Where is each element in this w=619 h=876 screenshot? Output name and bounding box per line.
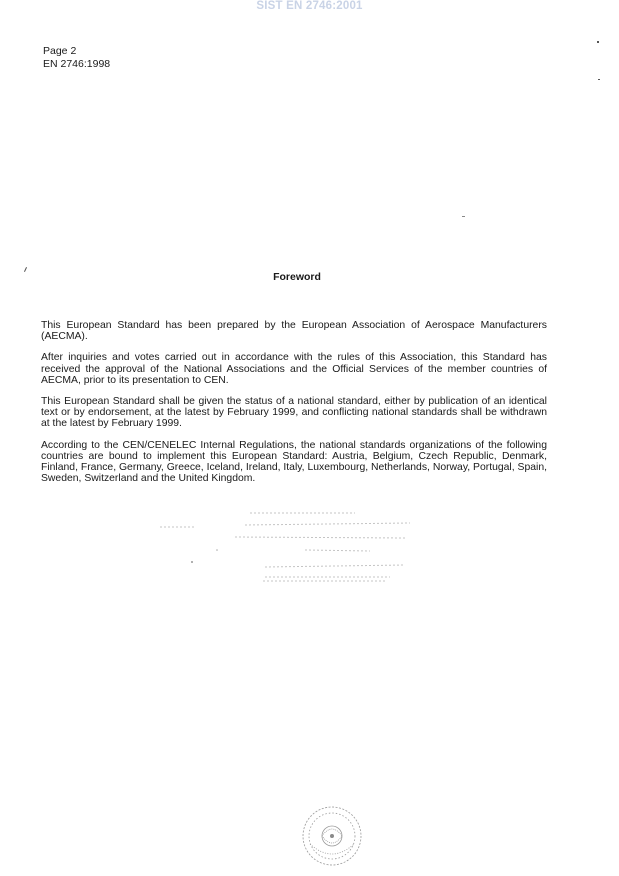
foreword-title: Foreword xyxy=(273,271,321,283)
circular-seal xyxy=(300,804,364,868)
page-number: Page 2 xyxy=(43,45,77,57)
faint-stamp-smudge xyxy=(155,505,415,590)
document-watermark: SIST EN 2746:2001 xyxy=(256,0,363,12)
standard-number: EN 2746:1998 xyxy=(43,57,111,70)
scan-speck xyxy=(597,41,599,43)
paragraph-approval: After inquiries and votes carried out in accordance with the rules of this Association, this Standard has received the approval of the National Associations and the Official Services of the member countries of AECMA, prior to its presentation to CEN. xyxy=(41,352,547,386)
paragraph-status: This European Standard shall be given the status of a national standard, either by publication of an identical text or by endorsement, at the latest by February 1999, and conflicting national standards shall be withdrawn at the latest by February 1999. xyxy=(41,396,547,430)
paragraph-preparation: This European Standard has been prepared by the European Association of Aerospace Manufacturers (AECMA). xyxy=(41,320,547,343)
page-header xyxy=(43,45,110,70)
foreword-body xyxy=(41,320,547,494)
paragraph-countries: According to the CEN/CENELEC Internal Regulations, the national standards organizations of the following countries are bound to implement this European Standard: Austria, Belgium, Czech Republic, Denmark, Finland, France, Germany, Greece, Iceland, Ireland, Italy, Luxembourg, Netherlands, Norway, Portugal, Spain, Sweden, Switzerland and the United Kingdom. xyxy=(41,439,547,485)
scan-speck xyxy=(598,79,600,80)
scan-speck xyxy=(462,216,465,217)
